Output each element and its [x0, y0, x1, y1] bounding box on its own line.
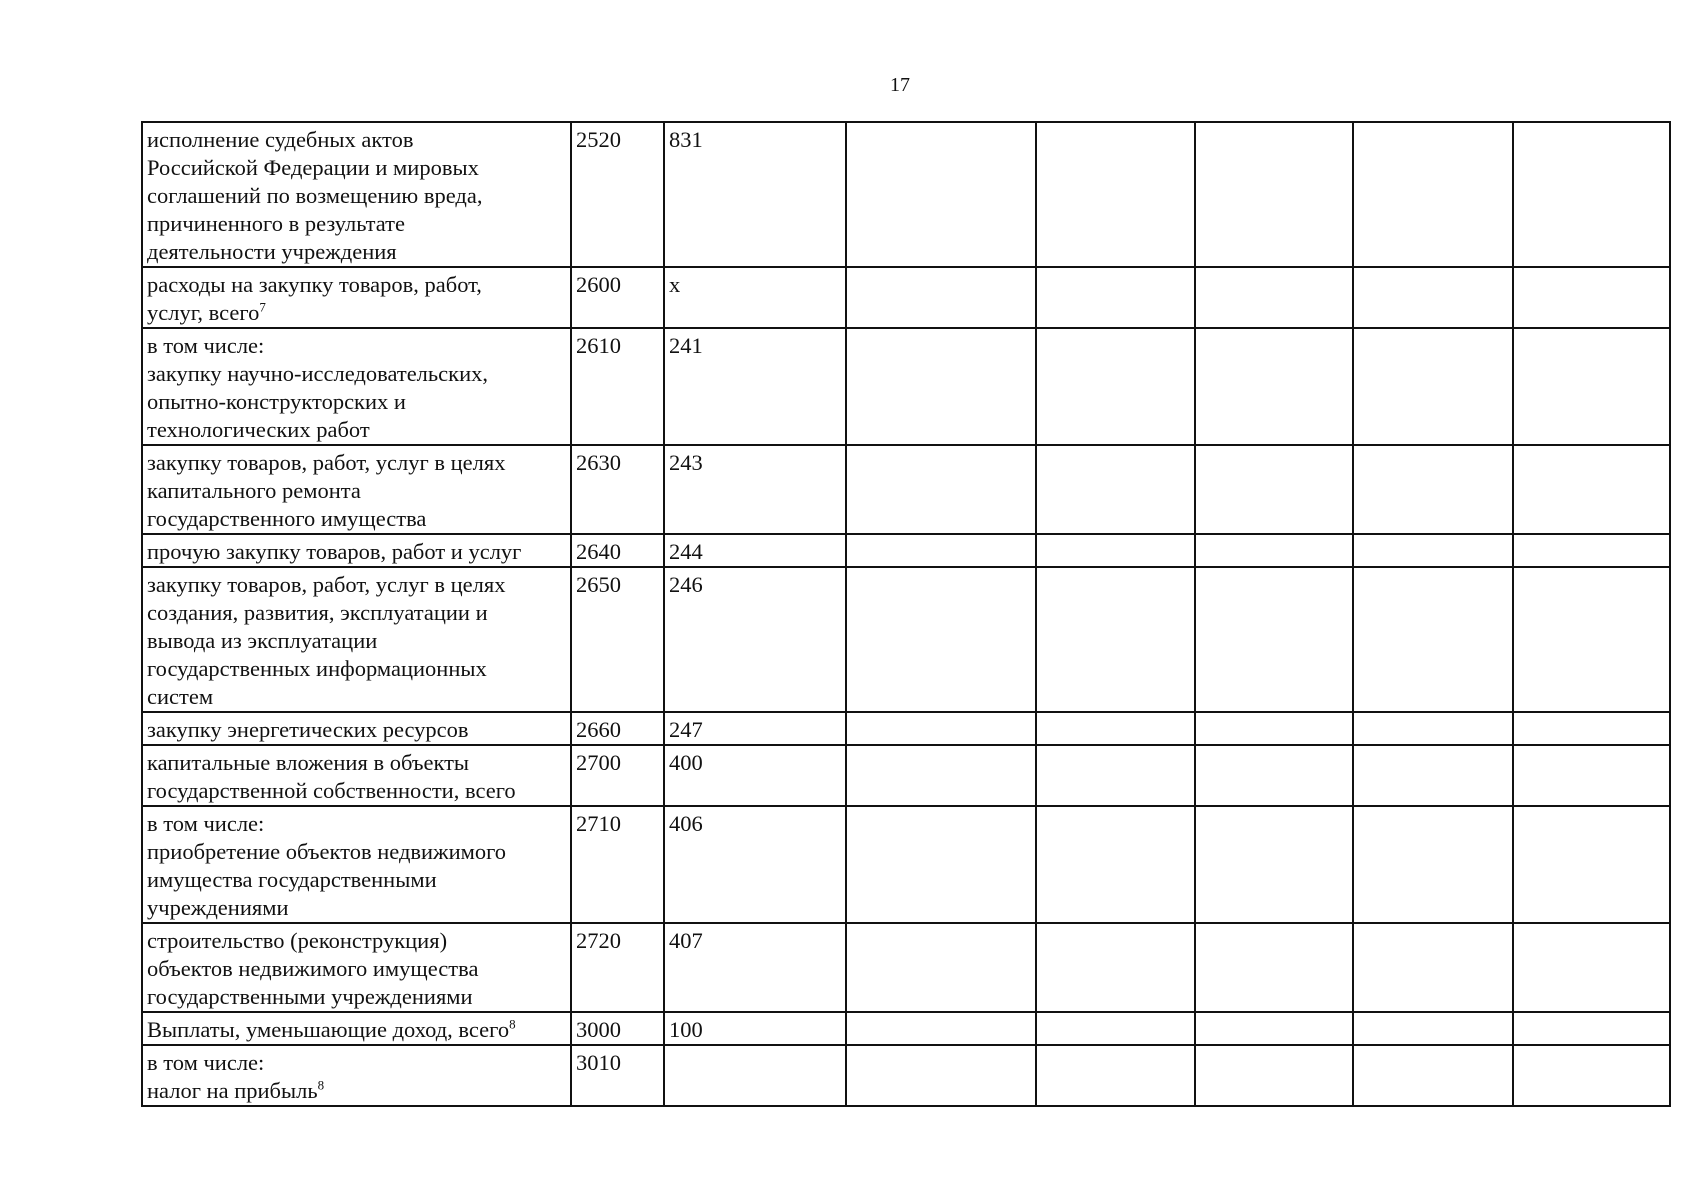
description-line [147, 210, 566, 238]
description-line [147, 154, 566, 182]
description-line [147, 983, 566, 1011]
table-row [142, 328, 1670, 445]
row-description [142, 122, 571, 267]
amount-cell [1195, 328, 1353, 445]
amount-cell [1353, 923, 1513, 1012]
description-line [147, 182, 566, 210]
amount-cell [1195, 122, 1353, 267]
line-code-cell: 2650 [571, 567, 664, 712]
amount-cell [1353, 1012, 1513, 1045]
description-line [147, 126, 566, 154]
table-row [142, 445, 1670, 534]
line-code-cell: 2720 [571, 923, 664, 1012]
amount-cell [1513, 923, 1670, 1012]
amount-cell [846, 122, 1036, 267]
description-text: капитальные вложения в объекты [147, 750, 470, 775]
amount-cell [1036, 267, 1195, 328]
description-line [147, 777, 566, 805]
amount-cell [1353, 122, 1513, 267]
description-line [147, 683, 566, 711]
line-code-cell: 2630 [571, 445, 664, 534]
table-row [142, 534, 1670, 567]
description-line [147, 388, 566, 416]
amount-cell [1513, 267, 1670, 328]
amount-cell [1036, 445, 1195, 534]
description-line [147, 810, 566, 838]
classification-code-cell: 244 [664, 534, 846, 567]
amount-cell [1513, 567, 1670, 712]
description-line [147, 505, 566, 533]
description-text: в том числе: [147, 333, 265, 358]
description-line [147, 927, 566, 955]
amount-cell [1195, 267, 1353, 328]
row-description [142, 328, 571, 445]
row-description [142, 806, 571, 923]
amount-cell [1513, 1012, 1670, 1045]
amount-cell [1513, 806, 1670, 923]
amount-cell [1036, 712, 1195, 745]
description-text: государственного имущества [147, 506, 427, 531]
description-line [147, 655, 566, 683]
amount-cell [846, 445, 1036, 534]
description-line [147, 449, 566, 477]
table-row [142, 267, 1670, 328]
description-text: соглашений по возмещению вреда, [147, 183, 483, 208]
amount-cell [1353, 567, 1513, 712]
amount-cell [1036, 1045, 1195, 1106]
expenditure-table [141, 121, 1671, 1107]
amount-cell [846, 712, 1036, 745]
description-line [147, 955, 566, 983]
description-text: строительство (реконструкция) [147, 928, 448, 953]
line-code-cell: 2610 [571, 328, 664, 445]
description-line [147, 238, 566, 266]
classification-code-cell: 243 [664, 445, 846, 534]
amount-cell [1195, 534, 1353, 567]
row-description [142, 923, 571, 1012]
description-text: имущества государственными [147, 867, 437, 892]
amount-cell [1513, 745, 1670, 806]
row-description [142, 567, 571, 712]
amount-cell [846, 745, 1036, 806]
row-description [142, 445, 571, 534]
amount-cell [1513, 712, 1670, 745]
description-line [147, 599, 566, 627]
description-text: расходы на закупку товаров, работ, [147, 272, 482, 297]
amount-cell [1353, 1045, 1513, 1106]
description-line [147, 332, 566, 360]
amount-cell [1195, 445, 1353, 534]
row-description [142, 745, 571, 806]
classification-code-cell [664, 1045, 846, 1106]
description-line [147, 749, 566, 777]
amount-cell [1036, 534, 1195, 567]
description-line [147, 360, 566, 388]
amount-cell [1195, 923, 1353, 1012]
description-text: технологических работ [147, 417, 370, 442]
description-text: закупку товаров, работ, услуг в целях [147, 450, 506, 475]
description-text: государственной собственности, всего [147, 778, 516, 803]
amount-cell [1195, 806, 1353, 923]
description-text: прочую закупку товаров, работ и услуг [147, 539, 522, 564]
table-row [142, 745, 1670, 806]
row-description [142, 712, 571, 745]
amount-cell [846, 267, 1036, 328]
description-line [147, 866, 566, 894]
amount-cell [1353, 445, 1513, 534]
amount-cell [1195, 712, 1353, 745]
amount-cell [846, 1012, 1036, 1045]
amount-cell [1036, 745, 1195, 806]
table-row [142, 923, 1670, 1012]
amount-cell [1353, 267, 1513, 328]
description-text: в том числе: [147, 811, 265, 836]
description-text: систем [147, 684, 214, 709]
amount-cell [1036, 1012, 1195, 1045]
description-line [147, 627, 566, 655]
description-line [147, 1016, 566, 1044]
amount-cell [1036, 806, 1195, 923]
description-text: приобретение объектов недвижимого [147, 839, 507, 864]
description-text: государственными учреждениями [147, 984, 473, 1009]
line-code-cell: 3010 [571, 1045, 664, 1106]
table-row [142, 567, 1670, 712]
description-text: закупку энергетических ресурсов [147, 717, 469, 742]
row-description [142, 1012, 571, 1045]
amount-cell [1353, 328, 1513, 445]
description-text: исполнение судебных актов [147, 127, 414, 152]
page-number: 17 [890, 74, 910, 96]
line-code-cell: 3000 [571, 1012, 664, 1045]
description-text: Выплаты, уменьшающие доход, всего [147, 1017, 510, 1042]
table-row [142, 1012, 1670, 1045]
description-text: вывода из эксплуатации [147, 628, 378, 653]
row-description [142, 267, 571, 328]
description-text: деятельности учреждения [147, 239, 397, 264]
classification-code-cell: 246 [664, 567, 846, 712]
amount-cell [846, 923, 1036, 1012]
amount-cell [1036, 122, 1195, 267]
footnote-marker: 7 [259, 299, 266, 315]
amount-cell [1195, 1012, 1353, 1045]
line-code-cell: 2640 [571, 534, 664, 567]
description-text: закупку товаров, работ, услуг в целях [147, 572, 506, 597]
amount-cell [846, 328, 1036, 445]
amount-cell [1036, 567, 1195, 712]
description-text: налог на прибыль [147, 1078, 318, 1103]
classification-code-cell: 407 [664, 923, 846, 1012]
classification-code-cell: 100 [664, 1012, 846, 1045]
description-line [147, 894, 566, 922]
amount-cell [1513, 445, 1670, 534]
amount-cell [1195, 567, 1353, 712]
description-line [147, 299, 566, 327]
amount-cell [1353, 745, 1513, 806]
amount-cell [846, 1045, 1036, 1106]
description-text: объектов недвижимого имущества [147, 956, 479, 981]
line-code-cell: 2660 [571, 712, 664, 745]
amount-cell [1513, 1045, 1670, 1106]
description-text: причиненного в результате [147, 211, 405, 236]
description-line [147, 416, 566, 444]
description-line [147, 271, 566, 299]
description-text: в том числе: [147, 1050, 265, 1075]
amount-cell [1036, 923, 1195, 1012]
amount-cell [1036, 328, 1195, 445]
line-code-cell: 2710 [571, 806, 664, 923]
amount-cell [1353, 712, 1513, 745]
table-row [142, 1045, 1670, 1106]
description-line [147, 716, 566, 744]
classification-code-cell: 241 [664, 328, 846, 445]
amount-cell [1195, 745, 1353, 806]
description-text: учреждениями [147, 895, 289, 920]
description-line [147, 477, 566, 505]
description-line [147, 538, 566, 566]
description-line [147, 571, 566, 599]
description-text: Российской Федерации и мировых [147, 155, 479, 180]
amount-cell [1513, 534, 1670, 567]
amount-cell [1513, 122, 1670, 267]
description-text: услуг, всего [147, 300, 260, 325]
description-line [147, 838, 566, 866]
amount-cell [1513, 328, 1670, 445]
description-line [147, 1077, 566, 1105]
table-row [142, 806, 1670, 923]
classification-code-cell: 406 [664, 806, 846, 923]
line-code-cell: 2700 [571, 745, 664, 806]
description-text: создания, развития, эксплуатации и [147, 600, 488, 625]
classification-code-cell: 247 [664, 712, 846, 745]
table-row [142, 122, 1670, 267]
table-body [142, 122, 1670, 1106]
line-code-cell: 2520 [571, 122, 664, 267]
description-text: закупку научно-исследовательских, [147, 361, 489, 386]
amount-cell [1195, 1045, 1353, 1106]
description-text: государственных информационных [147, 656, 487, 681]
row-description [142, 1045, 571, 1106]
classification-code-cell: 831 [664, 122, 846, 267]
amount-cell [1353, 806, 1513, 923]
classification-code-cell: 400 [664, 745, 846, 806]
table-row [142, 712, 1670, 745]
description-line [147, 1049, 566, 1077]
row-description [142, 534, 571, 567]
classification-code-cell: x [664, 267, 846, 328]
amount-cell [1353, 534, 1513, 567]
footnote-marker: 8 [317, 1077, 325, 1093]
description-text: капитального ремонта [147, 478, 361, 503]
amount-cell [846, 806, 1036, 923]
line-code-cell: 2600 [571, 267, 664, 328]
amount-cell [846, 567, 1036, 712]
description-text: опытно-конструкторских и [147, 389, 406, 414]
footnote-marker: 8 [509, 1016, 516, 1032]
amount-cell [846, 534, 1036, 567]
